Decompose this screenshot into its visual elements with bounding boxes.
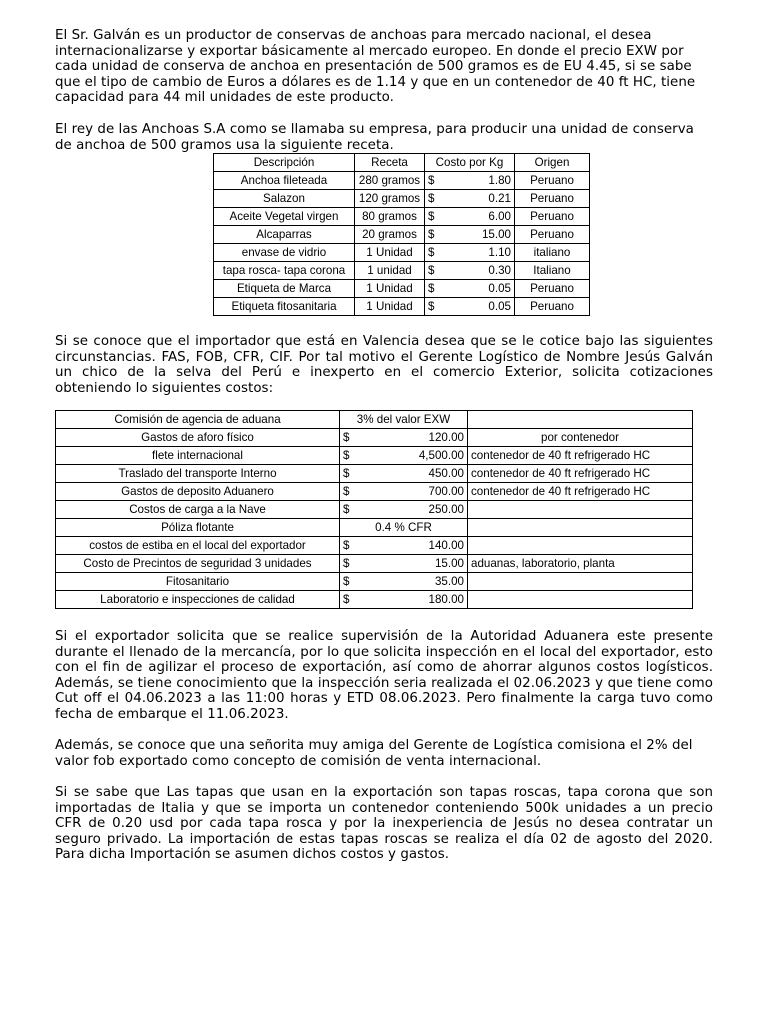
- recipe-cost: [425, 244, 515, 262]
- currency-symbol: $: [428, 192, 435, 205]
- recipe-desc: Alcaparras: [214, 226, 355, 244]
- cost-row: [56, 555, 693, 573]
- paragraph-caps-import: Si se sabe que Las tapas que usan en la exportación son tapas roscas, tapa corona que son importadas de Italia y que se importa un contenedor conteniendo 500k unidades a un precio CFR de 0.20 usd por cada tapa rosca y por la inexperiencia de Jesús no desea contratar un seguro privado. La importación de estas tapas roscas se realiza el día 02 de agosto del 2020. Para dicha Importación se asumen dichos costos y gastos.: [55, 785, 713, 862]
- recipe-row: [214, 172, 590, 190]
- recipe-qty: 280 gramos: [355, 172, 425, 190]
- recipe-qty: 20 gramos: [355, 226, 425, 244]
- cost-value: 0.05: [488, 300, 511, 313]
- recipe-origin: Peruano: [515, 208, 590, 226]
- recipe-cost: [425, 262, 515, 280]
- cost-row: [56, 429, 693, 447]
- currency-symbol: $: [343, 431, 350, 444]
- recipe-desc: Anchoa fileteada: [214, 172, 355, 190]
- recipe-qty: 1 unidad: [355, 262, 425, 280]
- cost-concept: Póliza flotante: [56, 519, 340, 537]
- cost-note: contenedor de 40 ft refrigerado HC: [468, 447, 693, 465]
- recipe-desc: tapa rosca- tapa corona: [214, 262, 355, 280]
- recipe-header-description: Descripción: [214, 154, 355, 172]
- currency-symbol: $: [343, 593, 350, 606]
- cost-row: [56, 411, 693, 429]
- cost-amount: [340, 429, 468, 447]
- currency-symbol: $: [343, 467, 350, 480]
- cost-amount: [340, 447, 468, 465]
- recipe-header-origin: Origen: [515, 154, 590, 172]
- recipe-desc: Salazon: [214, 190, 355, 208]
- cost-concept: flete internacional: [56, 447, 340, 465]
- recipe-row: [214, 298, 590, 316]
- cost-row: [56, 483, 693, 501]
- cost-row: [56, 501, 693, 519]
- cost-note: aduanas, laboratorio, planta: [468, 555, 693, 573]
- cost-amount: [340, 465, 468, 483]
- currency-symbol: $: [343, 575, 350, 588]
- amount-value: 120.00: [428, 431, 464, 444]
- currency-symbol: $: [428, 264, 435, 277]
- cost-note: contenedor de 40 ft refrigerado HC: [468, 465, 693, 483]
- recipe-row: [214, 208, 590, 226]
- cost-row: [56, 537, 693, 555]
- cost-amount: [340, 501, 468, 519]
- cost-note: [468, 519, 693, 537]
- paragraph-customs-supervision: Si el exportador solicita que se realice supervisión de la Autoridad Aduanera este presente durante el llenado de la mercancía, por lo que solicita inspección en el local del exportador, esto con el fin de agilizar el proceso de exportación, así como de ahorrar algunos costos logísticos. Además, se tiene conocimiento que la inspección seria realizada el 02.06.2023 y que tiene como Cut off el 04.06.2023 a las 11:00 horas y ETD 08.06.2023. Pero finalmente la carga tuvo como fecha de embarque el 11.06.2023.: [55, 629, 713, 722]
- recipe-qty: 120 gramos: [355, 190, 425, 208]
- cost-row: [56, 465, 693, 483]
- recipe-header-row: [214, 154, 590, 172]
- cost-note: por contenedor: [468, 429, 693, 447]
- recipe-header-recipe: Receta: [355, 154, 425, 172]
- cost-amount: [340, 537, 468, 555]
- cost-concept: Gastos de aforo físico: [56, 429, 340, 447]
- cost-row: [56, 447, 693, 465]
- recipe-qty: 1 Unidad: [355, 280, 425, 298]
- cost-note: contenedor de 40 ft refrigerado HC: [468, 483, 693, 501]
- currency-symbol: $: [428, 228, 435, 241]
- recipe-row: [214, 262, 590, 280]
- cost-concept: Gastos de deposito Aduanero: [56, 483, 340, 501]
- currency-symbol: $: [428, 246, 435, 259]
- recipe-origin: italiano: [515, 244, 590, 262]
- cost-note: [468, 501, 693, 519]
- recipe-qty: 1 Unidad: [355, 244, 425, 262]
- cost-concept: Costos de carga a la Nave: [56, 501, 340, 519]
- cost-value: 15.00: [481, 228, 511, 241]
- cost-value: 6.00: [488, 210, 511, 223]
- currency-symbol: $: [343, 539, 350, 552]
- cost-concept: Comisión de agencia de aduana: [56, 411, 340, 429]
- cost-value: 1.10: [488, 246, 511, 259]
- amount-value: 700.00: [428, 485, 464, 498]
- cost-amount: [340, 555, 468, 573]
- cost-note: [468, 591, 693, 609]
- paragraph-recipe-intro: El rey de las Anchoas S.A como se llamaba su empresa, para producir una unidad de conserva de anchoa de 500 gramos usa la siguiente receta.: [55, 122, 694, 153]
- recipe-row: [214, 190, 590, 208]
- recipe-table: [213, 153, 590, 316]
- currency-symbol: $: [428, 210, 435, 223]
- recipe-desc: envase de vidrio: [214, 244, 355, 262]
- recipe-origin: Peruano: [515, 298, 590, 316]
- cost-amount: [340, 573, 468, 591]
- currency-symbol: $: [343, 485, 350, 498]
- currency-symbol: $: [343, 503, 350, 516]
- cost-amount: [340, 591, 468, 609]
- currency-symbol: $: [343, 557, 350, 570]
- cost-concept: Costo de Precintos de seguridad 3 unidades: [56, 555, 340, 573]
- cost-value: 0.05: [488, 282, 511, 295]
- amount-value: 450.00: [428, 467, 464, 480]
- recipe-desc: Aceite Vegetal virgen: [214, 208, 355, 226]
- costs-table: [55, 410, 693, 609]
- amount-value: 15.00: [434, 557, 464, 570]
- recipe-row: [214, 244, 590, 262]
- amount-value: 250.00: [428, 503, 464, 516]
- recipe-origin: Peruano: [515, 280, 590, 298]
- recipe-qty: 80 gramos: [355, 208, 425, 226]
- amount-value: 4,500.00: [418, 449, 464, 462]
- recipe-header-cost: Costo por Kg: [425, 154, 515, 172]
- cost-note: [468, 537, 693, 555]
- amount-value: 180.00: [428, 593, 464, 606]
- cost-value-text: 3% del valor EXW: [340, 411, 468, 429]
- cost-value: 0.30: [488, 264, 511, 277]
- currency-symbol: $: [343, 449, 350, 462]
- recipe-cost: [425, 208, 515, 226]
- cost-concept: Traslado del transporte Interno: [56, 465, 340, 483]
- recipe-cost: [425, 172, 515, 190]
- recipe-origin: Italiano: [515, 262, 590, 280]
- currency-symbol: $: [428, 300, 435, 313]
- recipe-origin: Peruano: [515, 226, 590, 244]
- recipe-desc: Etiqueta fitosanitaria: [214, 298, 355, 316]
- cost-row: [56, 591, 693, 609]
- cost-note: [468, 573, 693, 591]
- recipe-origin: Peruano: [515, 172, 590, 190]
- recipe-cost: [425, 190, 515, 208]
- cost-value: 1.80: [488, 174, 511, 187]
- recipe-desc: Etiqueta de Marca: [214, 280, 355, 298]
- paragraph-commission: Además, se conoce que una señorita muy amiga del Gerente de Logística comisiona el 2% del valor fob exportado como concepto de comisión de venta internacional.: [55, 738, 693, 769]
- recipe-cost: [425, 226, 515, 244]
- cost-amount: [340, 483, 468, 501]
- recipe-row: [214, 226, 590, 244]
- cost-concept: Laboratorio e inspecciones de calidad: [56, 591, 340, 609]
- recipe-row: [214, 280, 590, 298]
- amount-value: 35.00: [434, 575, 464, 588]
- cost-row: [56, 519, 693, 537]
- recipe-cost: [425, 280, 515, 298]
- cost-note: [468, 411, 693, 429]
- cost-row: [56, 573, 693, 591]
- cost-concept: Fitosanitario: [56, 573, 340, 591]
- currency-symbol: $: [428, 282, 435, 295]
- amount-value: 140.00: [428, 539, 464, 552]
- paragraph-quotation-request: Si se conoce que el importador que está en Valencia desea que se le cotice bajo las siguientes circunstancias. FAS, FOB, CFR, CIF. Por tal motivo el Gerente Logístico de Nombre Jesús Galván un chico de la selva del Perú e inexperto en el comercio Exterior, solicita cotizaciones obteniendo lo siguientes costos:: [55, 334, 713, 396]
- cost-concept: costos de estiba en el local del exportador: [56, 537, 340, 555]
- recipe-cost: [425, 298, 515, 316]
- currency-symbol: $: [428, 174, 435, 187]
- recipe-origin: Peruano: [515, 190, 590, 208]
- recipe-qty: 1 Unidad: [355, 298, 425, 316]
- cost-value-text: 0.4 % CFR: [340, 519, 468, 537]
- cost-value: 0.21: [488, 192, 511, 205]
- paragraph-intro: El Sr. Galván es un productor de conservas de anchoas para mercado nacional, el desea internacionalizarse y exportar básicamente al mercado europeo. En donde el precio EXW por cada unidad de conserva de anchoa en presentación de 500 gramos es de EU 4.45, si se sabe que el tipo de cambio de Euros a dólares es de 1.14 y que en un contenedor de 40 ft HC, tiene capacidad para 44 mil unidades de este producto.: [55, 28, 696, 105]
